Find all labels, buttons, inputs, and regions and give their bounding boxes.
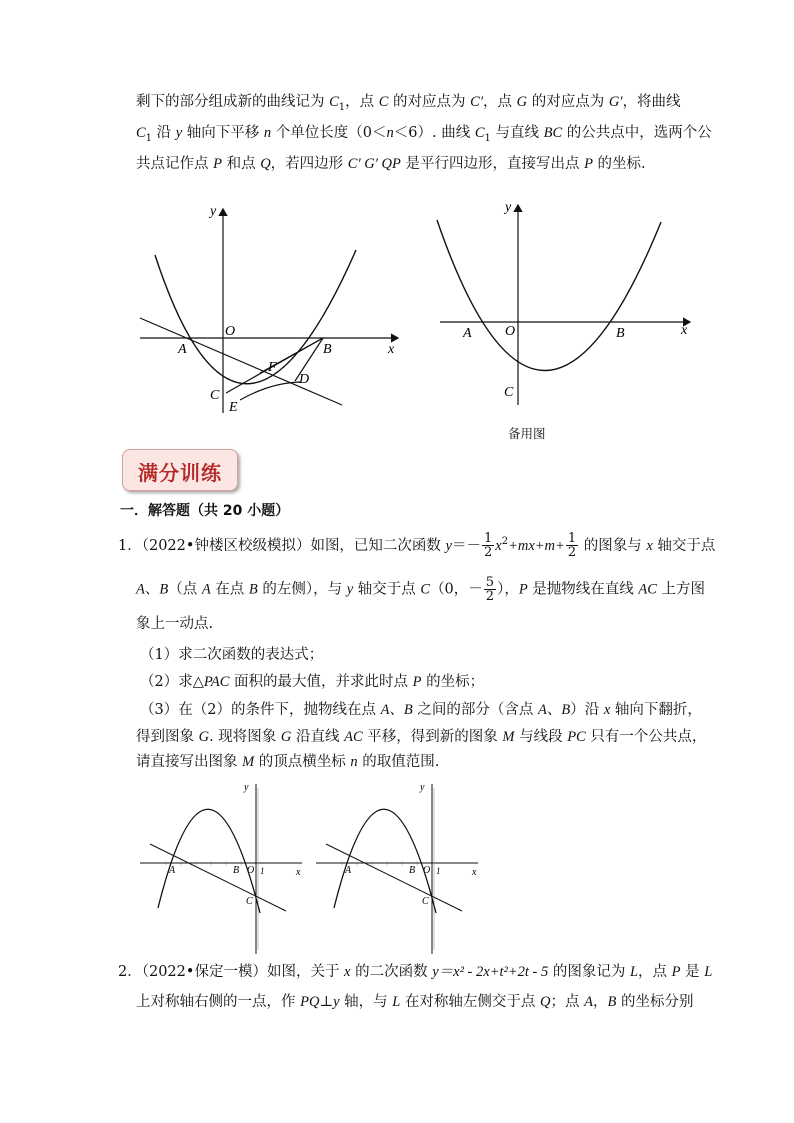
line-AC (150, 844, 286, 911)
label-E: E (229, 400, 238, 415)
label-y: y (420, 782, 425, 793)
label-O: O (247, 865, 255, 876)
label-one: 1 (436, 866, 441, 876)
label-y: y (244, 782, 249, 793)
parabola (158, 809, 260, 913)
label-O: O (225, 324, 236, 339)
label-C: C (504, 385, 514, 400)
label-A: A (178, 342, 187, 357)
label-O: O (423, 865, 431, 876)
label-A: A (463, 326, 472, 341)
label-D: D (299, 372, 310, 387)
figure-3 (136, 778, 306, 956)
label-B: B (616, 326, 625, 341)
intro-line-3: 共点记作点 P 和点 Q，若四边形 C′ G′ QP 是平行四边形，直接写出点 P 的坐标. (136, 156, 646, 172)
section-title: 一．解答题（共 20 小题） (120, 503, 290, 519)
line-AC (326, 844, 462, 911)
label-x: x (681, 323, 688, 338)
label-x: x (472, 867, 477, 878)
label-B: B (233, 865, 240, 876)
problem-1-sub-3-line-3: 请直接写出图象 M 的顶点横坐标 n 的取值范围. (136, 754, 440, 770)
figure-1 (130, 195, 410, 420)
label-B: B (323, 342, 332, 357)
figure-4 (312, 778, 482, 956)
label-one: 1 (260, 866, 265, 876)
label-y: y (505, 200, 512, 215)
label-C: C (422, 896, 429, 907)
problem-1-line-3: 象上一动点. (136, 616, 214, 632)
label-A: A (169, 865, 176, 876)
figure-2 (425, 195, 695, 410)
parabola (437, 220, 661, 371)
problem-1-sub-2: （2）求△PAC 面积的最大值，并求此时点 P 的坐标； (140, 674, 485, 690)
label-B: B (409, 865, 416, 876)
problem-1-sub-3-line-1: （3）在（2）的条件下，抛物线在点 A、B 之间的部分（含点 A、B）沿 x 轴向下翻折， (140, 702, 702, 718)
section-badge: 满分训练 (122, 449, 238, 491)
intro-line-1: 剩下的部分组成新的曲线记为 $C_1$，点 C 的对应点为 C′，点 G 的对应点为 G′，将曲线 (136, 94, 681, 113)
problem-2-line-1: 2．（2022•保定一模）如图，关于 x 的二次函数 y＝x² - 2x+t²+2t - 5 的图象记为 L，点 P 是 L (118, 964, 713, 980)
problem-2-line-2: 上对称轴右侧的一点，作 PQ⊥y 轴，与 L 在对称轴左侧交于点 Q；点 A，B 的坐标分别 (136, 994, 694, 1010)
problem-1-line-1: 1．（2022•钟楼区校级模拟）如图，已知二次函数 y＝－ $\frac{1}{2}$ $x^2+mx+m+$ $\frac{1}{2}$ 的图象与 x 轴交于点 (118, 531, 716, 561)
intro-line-2: $C_1$ 沿 y 轴向下平移 n 个单位长度（0＜n＜6）. 曲线 $C_1$ 与直线 BC 的公共点中，选两个公 (136, 125, 712, 144)
label-y: y (210, 204, 217, 219)
curve-ED (240, 382, 300, 400)
label-O: O (505, 324, 516, 339)
figure-2-caption: 备用图 (508, 426, 546, 441)
problem-1-sub-3-line-2: 得到图象 G. 现将图象 G 沿直线 AC 平移，得到新的图象 M 与线段 PC 只有一个公共点， (136, 729, 707, 745)
label-C: C (246, 896, 253, 907)
problem-1-sub-1: （1）求二次函数的表达式； (140, 647, 324, 663)
label-C: C (210, 388, 220, 403)
problem-1-line-2: A、B（点 A 在点 B 的左侧），与 y 轴交于点 C（0，－ $\frac{5}{2}$ ），P 是抛物线在直线 AC 上方图 (136, 575, 706, 604)
label-F: F (268, 360, 277, 375)
line-AD (140, 318, 342, 405)
parabola (334, 809, 436, 913)
label-x: x (388, 342, 395, 357)
parabola (155, 250, 356, 384)
label-x: x (296, 867, 301, 878)
label-A: A (345, 865, 352, 876)
